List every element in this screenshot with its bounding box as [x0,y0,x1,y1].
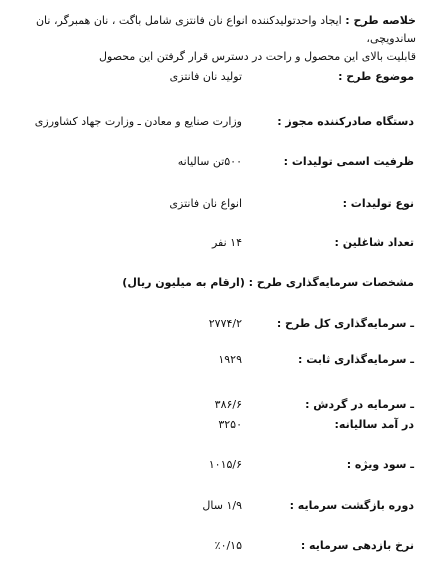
investment-row-fixed [0,353,432,373]
investment-value: ۳۸۶/۶ [214,398,242,411]
field-label: نوع تولیدات : [342,197,414,210]
field-label: تعداد شاغلین : [334,236,414,249]
investment-row-return-rate [0,539,432,559]
investment-label: ـ سرمایه‌گذاری ثابت : [297,353,414,366]
field-label: ظرفیت اسمی تولیدات : [283,155,414,168]
investment-row-profit [0,458,432,478]
investment-label: در آمد سالیانه: [334,418,414,431]
investment-label: دوره بازگشت سرمایه : [289,499,414,512]
investment-label: نرخ بازدهی سرمایه : [300,539,414,552]
investment-value: ٪۰/۱۵ [214,539,242,552]
field-row-products [0,197,432,217]
field-label: موضوع طرح : [338,70,414,83]
field-row-employees [0,236,432,256]
investment-value: ۱۹۲۹ [218,353,242,366]
field-row-subject [0,70,432,90]
field-value: ۱۴ نفر [211,236,242,249]
summary-text-line1: ایجاد واحدتولیدکننده انواع نان فانتزی شامل باگت ، نان همبرگر، نان ساندویچی، [35,14,416,45]
investment-value: ۳۲۵۰ [218,418,242,431]
summary-text-line2: قابلیت بالای این محصول و راحت در دسترس قرار گرفتن این محصول [99,50,416,63]
investment-row-working [0,398,432,418]
summary-block [16,12,416,66]
investment-value: ۱۰۱۵/۶ [208,458,242,471]
field-value: تولید نان فانتزی [169,70,242,83]
investment-row-total [0,317,432,337]
investment-row-payback [0,499,432,519]
field-row-capacity [0,155,432,175]
investment-label: ـ سرمایه در گردش : [305,398,414,411]
investment-label: ـ سرمایه‌گذاری کل طرح : [276,317,414,330]
investment-label: ـ سود ویژه : [346,458,414,471]
investment-heading: مشخصات سرمایه‌گذاری طرح : (ارقام به میلیون ریال) [122,276,414,289]
investment-value: ۱/۹ سال [202,499,242,512]
field-value: ۵۰۰تن سالیانه [177,155,242,168]
field-value: وزارت صنایع و معادن ـ وزارت جهاد کشاورزی [34,115,242,128]
field-label: دستگاه صادرکننده مجوز : [277,115,414,128]
summary-heading: خلاصه طرح : [345,14,416,27]
investment-row-income [0,418,432,438]
field-row-issuer [0,115,432,135]
investment-value: ۲۷۷۴/۲ [208,317,242,330]
field-value: انواع نان فانتزی [169,197,242,210]
